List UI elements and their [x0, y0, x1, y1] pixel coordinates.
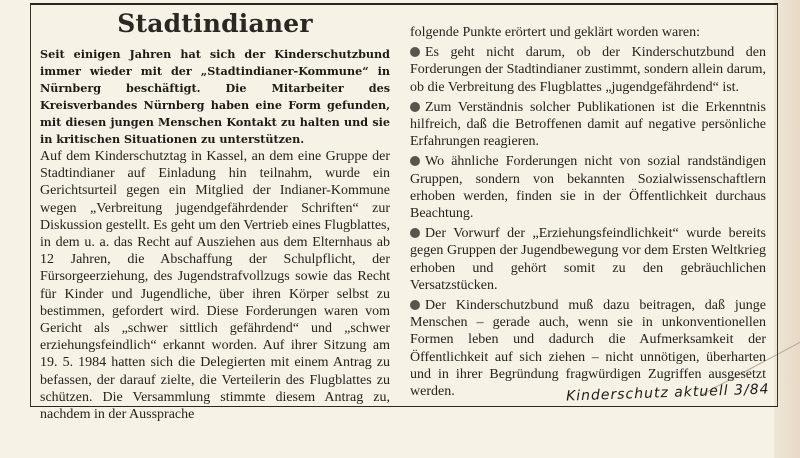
article-lead: Seit einigen Jahren hat sich der Kinderschutzbund immer wieder mit der „Stadtindianer-Kommune“ in Nürnberg beschäftigt. Die Mitarbeiter des Kreisverbandes Nürnberg haben eine Form gefunden, mit diesen jungen Menschen Kontakt zu halten und sie in kritischen Situationen zu unterstützen. — [40, 47, 390, 146]
article-body: Auf dem Kinderschutztag in Kassel, an dem eine Gruppe der Stadtindianer auf Einladung hin teilnahm, wurde ein Gerichtsurteil gegen ein Mitglied der Indianer-Kommune wegen „Verbreitung jugendgefährdender Schriften“ zur Diskussion gestellt. Es geht um den Vertrieb eines Flugblattes, in dem u. a. das Recht auf Ausziehen aus dem Elternhaus ab 12 Jahren, die Abschaffung der Schulpflicht, der Fürsorgeerziehung, des Jugendstrafvollzugs sowie das Recht für Kinder und Jugendliche, über ihren Körper selbst zu bestimmen, gefordert wird. Diese Forderungen waren vom Gericht als „schwer sittlich gefährdend“ und „schwer erziehungsfeindlich“ erkannt worden. Auf ihrer Sitzung am 19. 5. 1984 hatten sich die Delegierten mit einem Antrag zu befassen, der darauf zielte, die Verteilerin des Flugblattes zu schützen. Die Versammlung stimmte diesem Antrag zu, nachdem in der Aussprache — [40, 149, 390, 423]
point-text: Der Kinderschutzbund muß dazu beitragen, daß junge Menschen – gerade auch, wenn sie in unkonventionellen Formen leben und dadurch die Aufmerksamkeit der Öffentlichkeit auf sich ziehen – nicht unnötigen, überharten und in ihrer Begründung fragwürdigen Zugriffen ausgesetzt werden. — [410, 298, 766, 400]
point-text: Zum Verständnis solcher Publikationen ist die Erkenntnis hilfreich, daß die Betroffenen damit auf negative persönliche Erfahrungen reagieren. — [410, 99, 766, 150]
list-item — [410, 153, 766, 222]
point-text: Es geht nicht darum, ob der Kinderschutzbund den Forderungen der Stadtindianer zustimmt, sondern allein darum, ob die Verbreitung des Flugblattes „jugendgefährdend“ ist. — [410, 45, 766, 95]
article-title: Stadtindianer — [117, 9, 313, 38]
article-continuation: folgende Punkte erörtert und geklärt worden waren: — [410, 25, 701, 40]
point-text: Der Vorwurf der „Erziehungsfeindlichkeit“ wurde bereits gegen Gruppen der Jugendbewegung vor dem Ersten Weltkrieg erhoben und gehört somit zu den gebräuchlichen Versatzstücken. — [410, 226, 766, 293]
list-item — [410, 99, 766, 151]
bullet-dot-icon — [410, 102, 420, 112]
point-text: Wo ähnliche Forderungen nicht von sozial randständigen Gruppen, sondern von bekannten Sozialwissenschaftlern erhoben werden, finden sie in der Öffentlichkeit durchaus Beachtung. — [410, 154, 766, 222]
article-left-column — [40, 8, 390, 423]
handwritten-source-note: Kinderschutz aktuell 3/84 — [565, 381, 770, 405]
article-right-column — [410, 24, 766, 400]
list-item — [410, 44, 766, 96]
bullet-dot-icon — [410, 156, 420, 166]
bullet-dot-icon — [410, 228, 420, 238]
list-item — [410, 225, 766, 294]
bullet-dot-icon — [410, 47, 420, 57]
bullet-dot-icon — [410, 300, 420, 310]
